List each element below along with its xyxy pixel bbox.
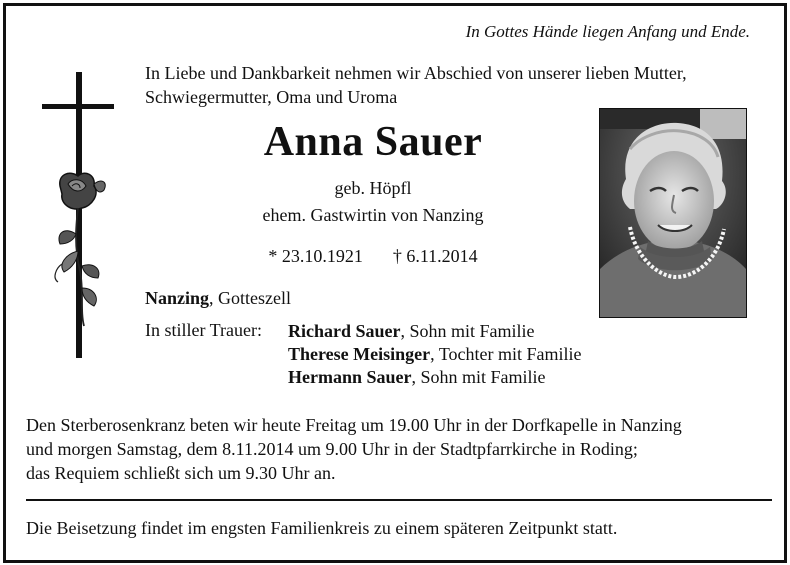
place-line <box>145 288 291 309</box>
prayer-line: das Requiem schließt sich um 9.30 Uhr an. <box>26 463 336 483</box>
list-item <box>288 366 582 389</box>
mourner-relation: , Tochter mit Familie <box>430 344 582 364</box>
list-item <box>288 343 582 366</box>
prayer-line: Den Sterberosenkranz beten wir heute Freitag um 19.00 Uhr in der Dorfkapelle in Nanzing <box>26 415 682 435</box>
mourner-relation: , Sohn mit Familie <box>411 367 546 387</box>
cross-with-rose-icon <box>38 66 128 366</box>
obituary-card <box>3 3 787 563</box>
place-rest: , Gotteszell <box>209 288 291 308</box>
mourner-name: Richard Sauer <box>288 321 401 341</box>
list-item <box>288 320 582 343</box>
birth-name: geb. Höpfl <box>334 178 412 198</box>
portrait-photo <box>599 108 747 318</box>
divider <box>26 499 772 501</box>
mourner-name: Therese Meisinger <box>288 344 431 364</box>
cross-icon <box>38 66 128 366</box>
mourner-name: Hermann Sauer <box>288 367 412 387</box>
motto-text: In Gottes Hände liegen Anfang und Ende. <box>465 22 750 41</box>
mourner-relation: , Sohn mit Familie <box>400 321 535 341</box>
birth-date: * 23.10.1921 <box>268 246 363 266</box>
prayer-line: und morgen Samstag, dem 8.11.2014 um 9.00 Uhr in der Stadtpfarrkirche in Roding; <box>26 439 638 459</box>
occupation: ehem. Gastwirtin von Nanzing <box>262 205 484 225</box>
death-date: † 6.11.2014 <box>392 246 478 266</box>
burial-text: Die Beisetzung findet im engsten Familienkreis zu einem späteren Zeitpunkt statt. <box>26 518 618 538</box>
intro-line: Schwiegermutter, Oma und Uroma <box>145 87 398 107</box>
life-dates <box>145 246 601 267</box>
portrait-image <box>600 109 746 317</box>
place-town: Nanzing <box>145 288 210 308</box>
deceased-name: Anna Sauer <box>263 119 483 165</box>
mourners-list <box>288 320 582 389</box>
prayer-text <box>26 413 682 485</box>
intro-line: In Liebe und Dankbarkeit nehmen wir Abschied von unserer lieben Mutter, <box>145 63 687 83</box>
mourning-label: In stiller Trauer: <box>145 320 262 340</box>
intro-text <box>145 61 687 109</box>
